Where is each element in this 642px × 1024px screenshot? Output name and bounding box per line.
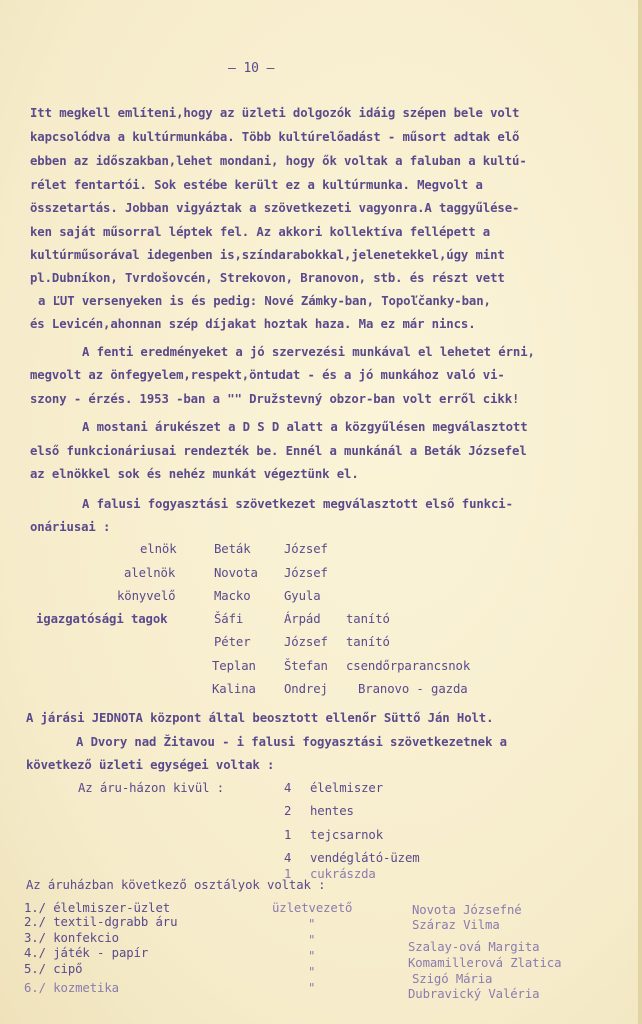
paragraph-1-line: kapcsolódva a kultúrmunkába. Több kultúrelőadást - műsort adtak elő (30, 130, 520, 144)
department-person: Szigó Mária (412, 972, 493, 986)
paragraph-4-line: onáriusai : (30, 520, 111, 534)
paragraph-1-line: pl.Dubníkon, Tvrdošovcén, Strekovon, Branovon, stb. és részt vett (30, 271, 505, 285)
officer-given-name: József (284, 542, 328, 556)
department-leader: " (308, 965, 316, 979)
officer-role: alelnök (124, 566, 176, 580)
unit-count: 4 (284, 781, 292, 795)
unit-name: cukrászda (310, 867, 376, 881)
officer-given-name: Árpád (284, 612, 321, 626)
department-name: 2./ textil-dgrabb áru (24, 915, 178, 929)
department-person: Novota Józsefné (412, 903, 522, 917)
paragraph-2-line: szony - érzés. 1953 -ban a "" Družstevný obzor-ban volt erről cikk! (30, 392, 520, 406)
department-leader: " (308, 933, 316, 947)
department-person: Komamillerová Zlatica (408, 956, 562, 970)
unit-name: vendéglátó-üzem (310, 851, 420, 865)
paragraph-1-line: ebben az időszakban,lehet mondani, hogy ők voltak a faluban a kultú- (30, 154, 527, 168)
department-leader: üzletvezető (272, 901, 353, 915)
unit-count: 1 (284, 867, 292, 881)
paragraph-1-line: ken saját műsorral léptek fel. Az akkori kollektíva fellépett a (30, 225, 491, 239)
paragraph-2-line: A fenti eredményeket a jó szervezési munkával el lehetet érni, (82, 345, 535, 359)
department-leader: " (308, 949, 316, 963)
department-name: 3./ konfekcio (24, 931, 119, 945)
officer-role: igazgatósági tagok (36, 612, 168, 626)
paragraph-3-line: első funkcionáriusai rendezték be. Ennél a munkánál a Beták Józsefel (30, 444, 527, 458)
officer-given-name: József (284, 635, 328, 649)
officer-surname: Novota (214, 566, 258, 580)
paragraph-4-line: A falusi fogyasztási szövetkezet megválasztott első funkci- (82, 497, 513, 511)
paragraph-2-line: megvolt az önfegyelem,respekt,öntudat - és a jó munkához való vi- (30, 368, 505, 382)
officer-surname: Beták (214, 542, 251, 556)
departments-header: Az áruházban következő osztályok voltak : (26, 878, 326, 892)
page-edge (638, 0, 642, 1024)
paragraph-1-line: összetartás. Jobban vigyáztak a szövetkezeti vagyonra.A taggyűlése- (30, 201, 520, 215)
department-person: Dubravický Valéria (408, 987, 540, 1001)
controller-line: A járási JEDNOTA központ által beosztott ellenőr Süttő Ján Holt. (26, 711, 494, 725)
department-person: Száraz Vilma (412, 918, 500, 932)
officer-note: tanító (346, 635, 390, 649)
paragraph-1-line: rélet fentartói. Sok estébe került ez a kultúrmunka. Megvolt a (30, 178, 483, 192)
unit-count: 1 (284, 828, 292, 842)
paragraph-5-line: következő üzleti egységei voltak : (26, 758, 275, 772)
department-name: 5./ cipő (24, 962, 83, 976)
units-label: Az áru-házon kivül : (78, 781, 225, 795)
paragraph-3-line: A mostani árukészet a D S D alatt a közgyűlésen megválasztott (82, 420, 528, 434)
officer-note: tanító (346, 612, 390, 626)
paragraph-5-line: A Dvory nad Žitavou - i falusi fogyasztási szövetkezetnek a (76, 735, 507, 749)
paragraph-3-line: az elnökkel sok és nehéz munkát végeztünk el. (30, 467, 359, 481)
officer-note: csendőrparancsnok (346, 659, 471, 673)
officer-surname: Kalina (212, 682, 256, 696)
unit-name: élelmiszer (310, 781, 384, 795)
department-person: Szalay-ová Margita (408, 940, 540, 954)
unit-count: 4 (284, 851, 292, 865)
page-number: — 10 — (228, 61, 275, 76)
officer-surname: Macko (214, 589, 251, 603)
officer-given-name: Štefan (284, 659, 328, 673)
officer-role: könyvelő (117, 589, 176, 603)
paragraph-1-line: a ĽUT versenyeken is és pedig: Nové Zámky-ban, Topoľčanky-ban, (38, 294, 491, 308)
paragraph-1-line: és Levicén,ahonnan szép díjakat hoztak haza. Ma ez már nincs. (30, 317, 476, 331)
officer-given-name: József (284, 566, 328, 580)
officer-surname: Šáfi (214, 612, 244, 626)
department-name: 1./ élelmiszer-üzlet (24, 901, 171, 915)
department-leader: " (308, 981, 316, 995)
department-leader: " (308, 917, 316, 931)
officer-note: Branovo - gazda (358, 682, 468, 696)
department-name: 4./ játék - papír (24, 946, 149, 960)
paragraph-1-line: Itt megkell említeni,hogy az üzleti dolgozók idáig szépen bele volt (30, 106, 520, 120)
unit-name: hentes (310, 804, 354, 818)
unit-name: tejcsarnok (310, 828, 384, 842)
officer-role: elnök (140, 542, 177, 556)
department-name: 6./ kozmetika (24, 981, 119, 995)
paragraph-1-line: kultúrműsorával idegenben is,színdarabokkal,jelenetekkel,úgy mint (30, 248, 505, 262)
unit-count: 2 (284, 804, 292, 818)
officer-surname: Péter (214, 635, 251, 649)
officer-surname: Teplan (212, 659, 256, 673)
officer-given-name: Gyula (284, 589, 321, 603)
officer-given-name: Ondrej (284, 682, 328, 696)
